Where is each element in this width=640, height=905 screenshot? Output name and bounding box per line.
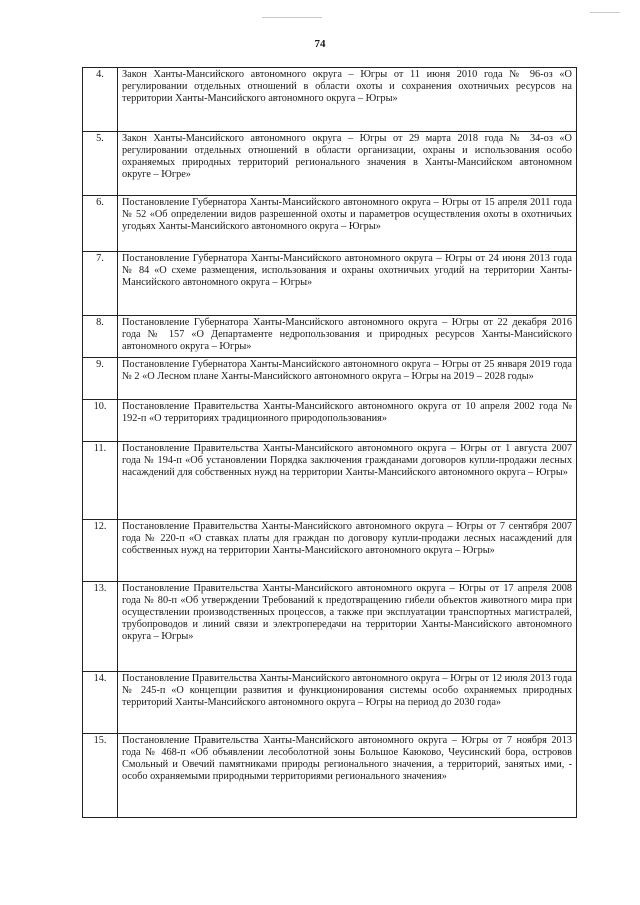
table-row	[83, 734, 577, 818]
table-row	[83, 252, 577, 316]
table-row	[83, 400, 577, 442]
scan-mark	[590, 12, 620, 13]
act-description: Постановление Правительства Ханты-Мансийского автономного округа – Югры от 17 апреля 2008 года № 80-п «Об утверждении Требований к предотвращению гибели объектов животного мира при осуществлении производственных процессов, а также при эксплуатации транспортных магистралей, трубопроводов и линий связи и электропередачи на территории Ханты-Мансийского автономного округа – Югры»	[118, 582, 577, 672]
table-row	[83, 442, 577, 520]
act-description: Постановление Губернатора Ханты-Мансийского автономного округа – Югры от 25 января 2019 года № 2 «О Лесном плане Ханты-Мансийского автономного округа – Югры на 2019 – 2028 годы»	[118, 358, 577, 400]
row-number: 5.	[83, 132, 118, 196]
act-description: Постановление Правительства Ханты-Мансийского автономного округа – Югры от 7 ноября 2013 года № 468-п «Об объявлении лесоболотной зоны Большое Каюково, Чеусинский бора, островов Смольный и Овечий памятниками природы регионального значения, а территорий, занятых ими, - особо охраняемыми природными территориями регионального значения»	[118, 734, 577, 818]
act-description: Постановление Губернатора Ханты-Мансийского автономного округа – Югры от 15 апреля 2011 года № 52 «Об определении видов разрешенной охоты и параметров осуществления охоты в охотничьих угодьях Ханты-Мансийского автономного округа – Югры»	[118, 196, 577, 252]
row-number: 13.	[83, 582, 118, 672]
legal-acts-table	[82, 67, 577, 818]
table-row	[83, 672, 577, 734]
scan-mark	[262, 17, 322, 18]
row-number: 9.	[83, 358, 118, 400]
table-row	[83, 582, 577, 672]
act-description: Постановление Правительства Ханты-Мансийского автономного округа – Югры от 12 июля 2013 года № 245-п «О концепции развития и функционирования системы особо охраняемых природных территорий Ханты-Мансийского автономного округа – Югры на период до 2030 года»	[118, 672, 577, 734]
act-description: Постановление Правительства Ханты-Мансийского автономного округа от 10 апреля 2002 года № 192-п «О территориях традиционного природопользования»	[118, 400, 577, 442]
table-row	[83, 520, 577, 582]
table-row	[83, 316, 577, 358]
row-number: 10.	[83, 400, 118, 442]
row-number: 14.	[83, 672, 118, 734]
row-number: 4.	[83, 68, 118, 132]
table-row	[83, 196, 577, 252]
act-description: Постановление Правительства Ханты-Мансийского автономного округа – Югры от 1 августа 2007 года № 194-п «Об установлении Порядка заключения гражданами договоров купли-продажи лесных насаждений для собственных нужд на территории Ханты-Мансийского автономного округа – Югры»	[118, 442, 577, 520]
table-row	[83, 132, 577, 196]
act-description: Закон Ханты-Мансийского автономного округа – Югры от 29 марта 2018 года № 34-оз «О регулировании отдельных отношений в области организации, охраны и использования особо охраняемых природных территорий регионального значения в Ханты-Мансийском автономном округе – Югре»	[118, 132, 577, 196]
page-number: 74	[314, 38, 326, 50]
act-description: Закон Ханты-Мансийского автономного округа – Югры от 11 июня 2010 года № 96-оз «О регулировании отдельных отношений в области охоты и сохранения охотничьих ресурсов на территории Ханты-Мансийского автономного округа – Югры»	[118, 68, 577, 132]
row-number: 15.	[83, 734, 118, 818]
table-row	[83, 358, 577, 400]
row-number: 11.	[83, 442, 118, 520]
table-row	[83, 68, 577, 132]
row-number: 7.	[83, 252, 118, 316]
row-number: 6.	[83, 196, 118, 252]
act-description: Постановление Губернатора Ханты-Мансийского автономного округа – Югры от 24 июня 2013 года № 84 «О схеме размещения, использования и охраны охотничьих угодий на территории Ханты-Мансийского автономного округа – Югры»	[118, 252, 577, 316]
row-number: 8.	[83, 316, 118, 358]
row-number: 12.	[83, 520, 118, 582]
act-description: Постановление Правительства Ханты-Мансийского автономного округа – Югры от 7 сентября 2007 года № 220-п «О ставках платы для граждан по договору купли-продажи лесных насаждений для собственных нужд на территории Ханты-Мансийского автономного округа – Югры»	[118, 520, 577, 582]
act-description: Постановление Губернатора Ханты-Мансийского автономного округа – Югры от 22 декабря 2016 года № 157 «О Департаменте недропользования и природных ресурсов Ханты-Мансийского автономного округа – Югры»	[118, 316, 577, 358]
